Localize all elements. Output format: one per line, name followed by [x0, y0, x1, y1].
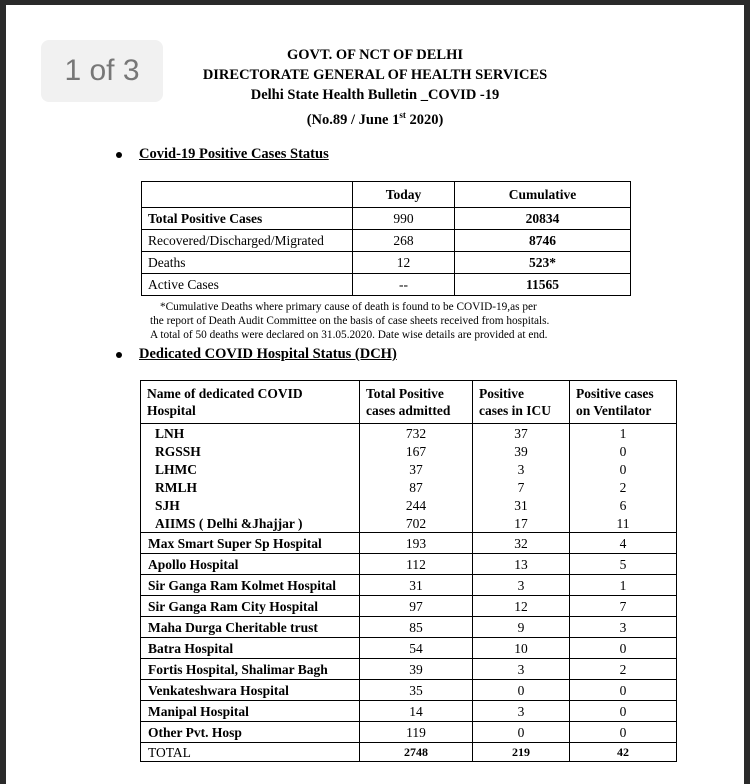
- table-row: Total Positive Cases 990 20834: [142, 208, 631, 230]
- header-total-admitted: Total Positive cases admitted: [360, 381, 473, 424]
- section-dch-status: Dedicated COVID Hospital Status (DCH): [116, 346, 397, 363]
- header-number: (No.89 / June 1st 2020): [306, 110, 444, 128]
- header-ventilator: Positive cases on Ventilator: [570, 381, 677, 424]
- table-row: SJH 244 31 6: [141, 496, 677, 514]
- table-row: LNH 732 37 1: [141, 424, 677, 443]
- header-today: Today: [353, 182, 455, 208]
- bullet-icon: [116, 152, 122, 158]
- table-row: LHMC 37 3 0: [141, 460, 677, 478]
- header-icu: Positive cases in ICU: [473, 381, 570, 424]
- table-row: RMLH 87 7 2: [141, 478, 677, 496]
- table-row: AIIMS ( Delhi &Jhajjar ) 702 17 11: [141, 514, 677, 533]
- table-row: Deaths 12 523*: [142, 252, 631, 274]
- table-row: Active Cases -- 11565: [142, 274, 631, 296]
- table-header-row: [142, 182, 631, 208]
- header-hospital-name: Name of dedicated COVID Hospital: [141, 381, 360, 424]
- death-audit-note: *Cumulative Deaths where primary cause of death is found to be COVID-19,as per the report of Death Audit Committee on the basis of case sheets received from hospitals. A total of 50 deaths were declared on 31.05.2020. Date wise details are provided at end.: [150, 301, 550, 341]
- table-row: Sir Ganga Ram Kolmet Hospital 31 3 1: [141, 575, 677, 596]
- table-header-row: [141, 381, 677, 424]
- table-row: Manipal Hospital 14 3 0: [141, 701, 677, 722]
- bullet-icon: [116, 352, 122, 358]
- header-bulletin: Delhi State Health Bulletin _COVID -19: [250, 87, 500, 103]
- table-row: Venkateshwara Hospital 35 0 0: [141, 680, 677, 701]
- table-row: Fortis Hospital, Shalimar Bagh 39 3 2: [141, 659, 677, 680]
- table-row: RGSSH 167 39 0: [141, 442, 677, 460]
- table-row: Sir Ganga Ram City Hospital 97 12 7: [141, 596, 677, 617]
- bulletin-header: [150, 45, 600, 130]
- page-indicator: 1 of 3: [41, 40, 163, 102]
- header-cumulative: Cumulative: [455, 182, 631, 208]
- table-row: Recovered/Discharged/Migrated 268 8746: [142, 230, 631, 252]
- table-row: Batra Hospital 54 10 0: [141, 638, 677, 659]
- section-positive-cases: Covid-19 Positive Cases Status: [116, 146, 329, 163]
- positive-cases-table: [141, 181, 631, 296]
- table-row: Apollo Hospital 112 13 5: [141, 554, 677, 575]
- dch-status-table: [140, 380, 677, 762]
- table-row: Max Smart Super Sp Hospital 193 32 4: [141, 533, 677, 554]
- table-row: Other Pvt. Hosp 119 0 0: [141, 722, 677, 743]
- header-govt: GOVT. OF NCT OF DELHI: [286, 47, 464, 63]
- header-directorate: DIRECTORATE GENERAL OF HEALTH SERVICES: [202, 67, 548, 83]
- total-row: TOTAL 2748 219 42: [141, 743, 677, 762]
- table-row: Maha Durga Cheritable trust 85 9 3: [141, 617, 677, 638]
